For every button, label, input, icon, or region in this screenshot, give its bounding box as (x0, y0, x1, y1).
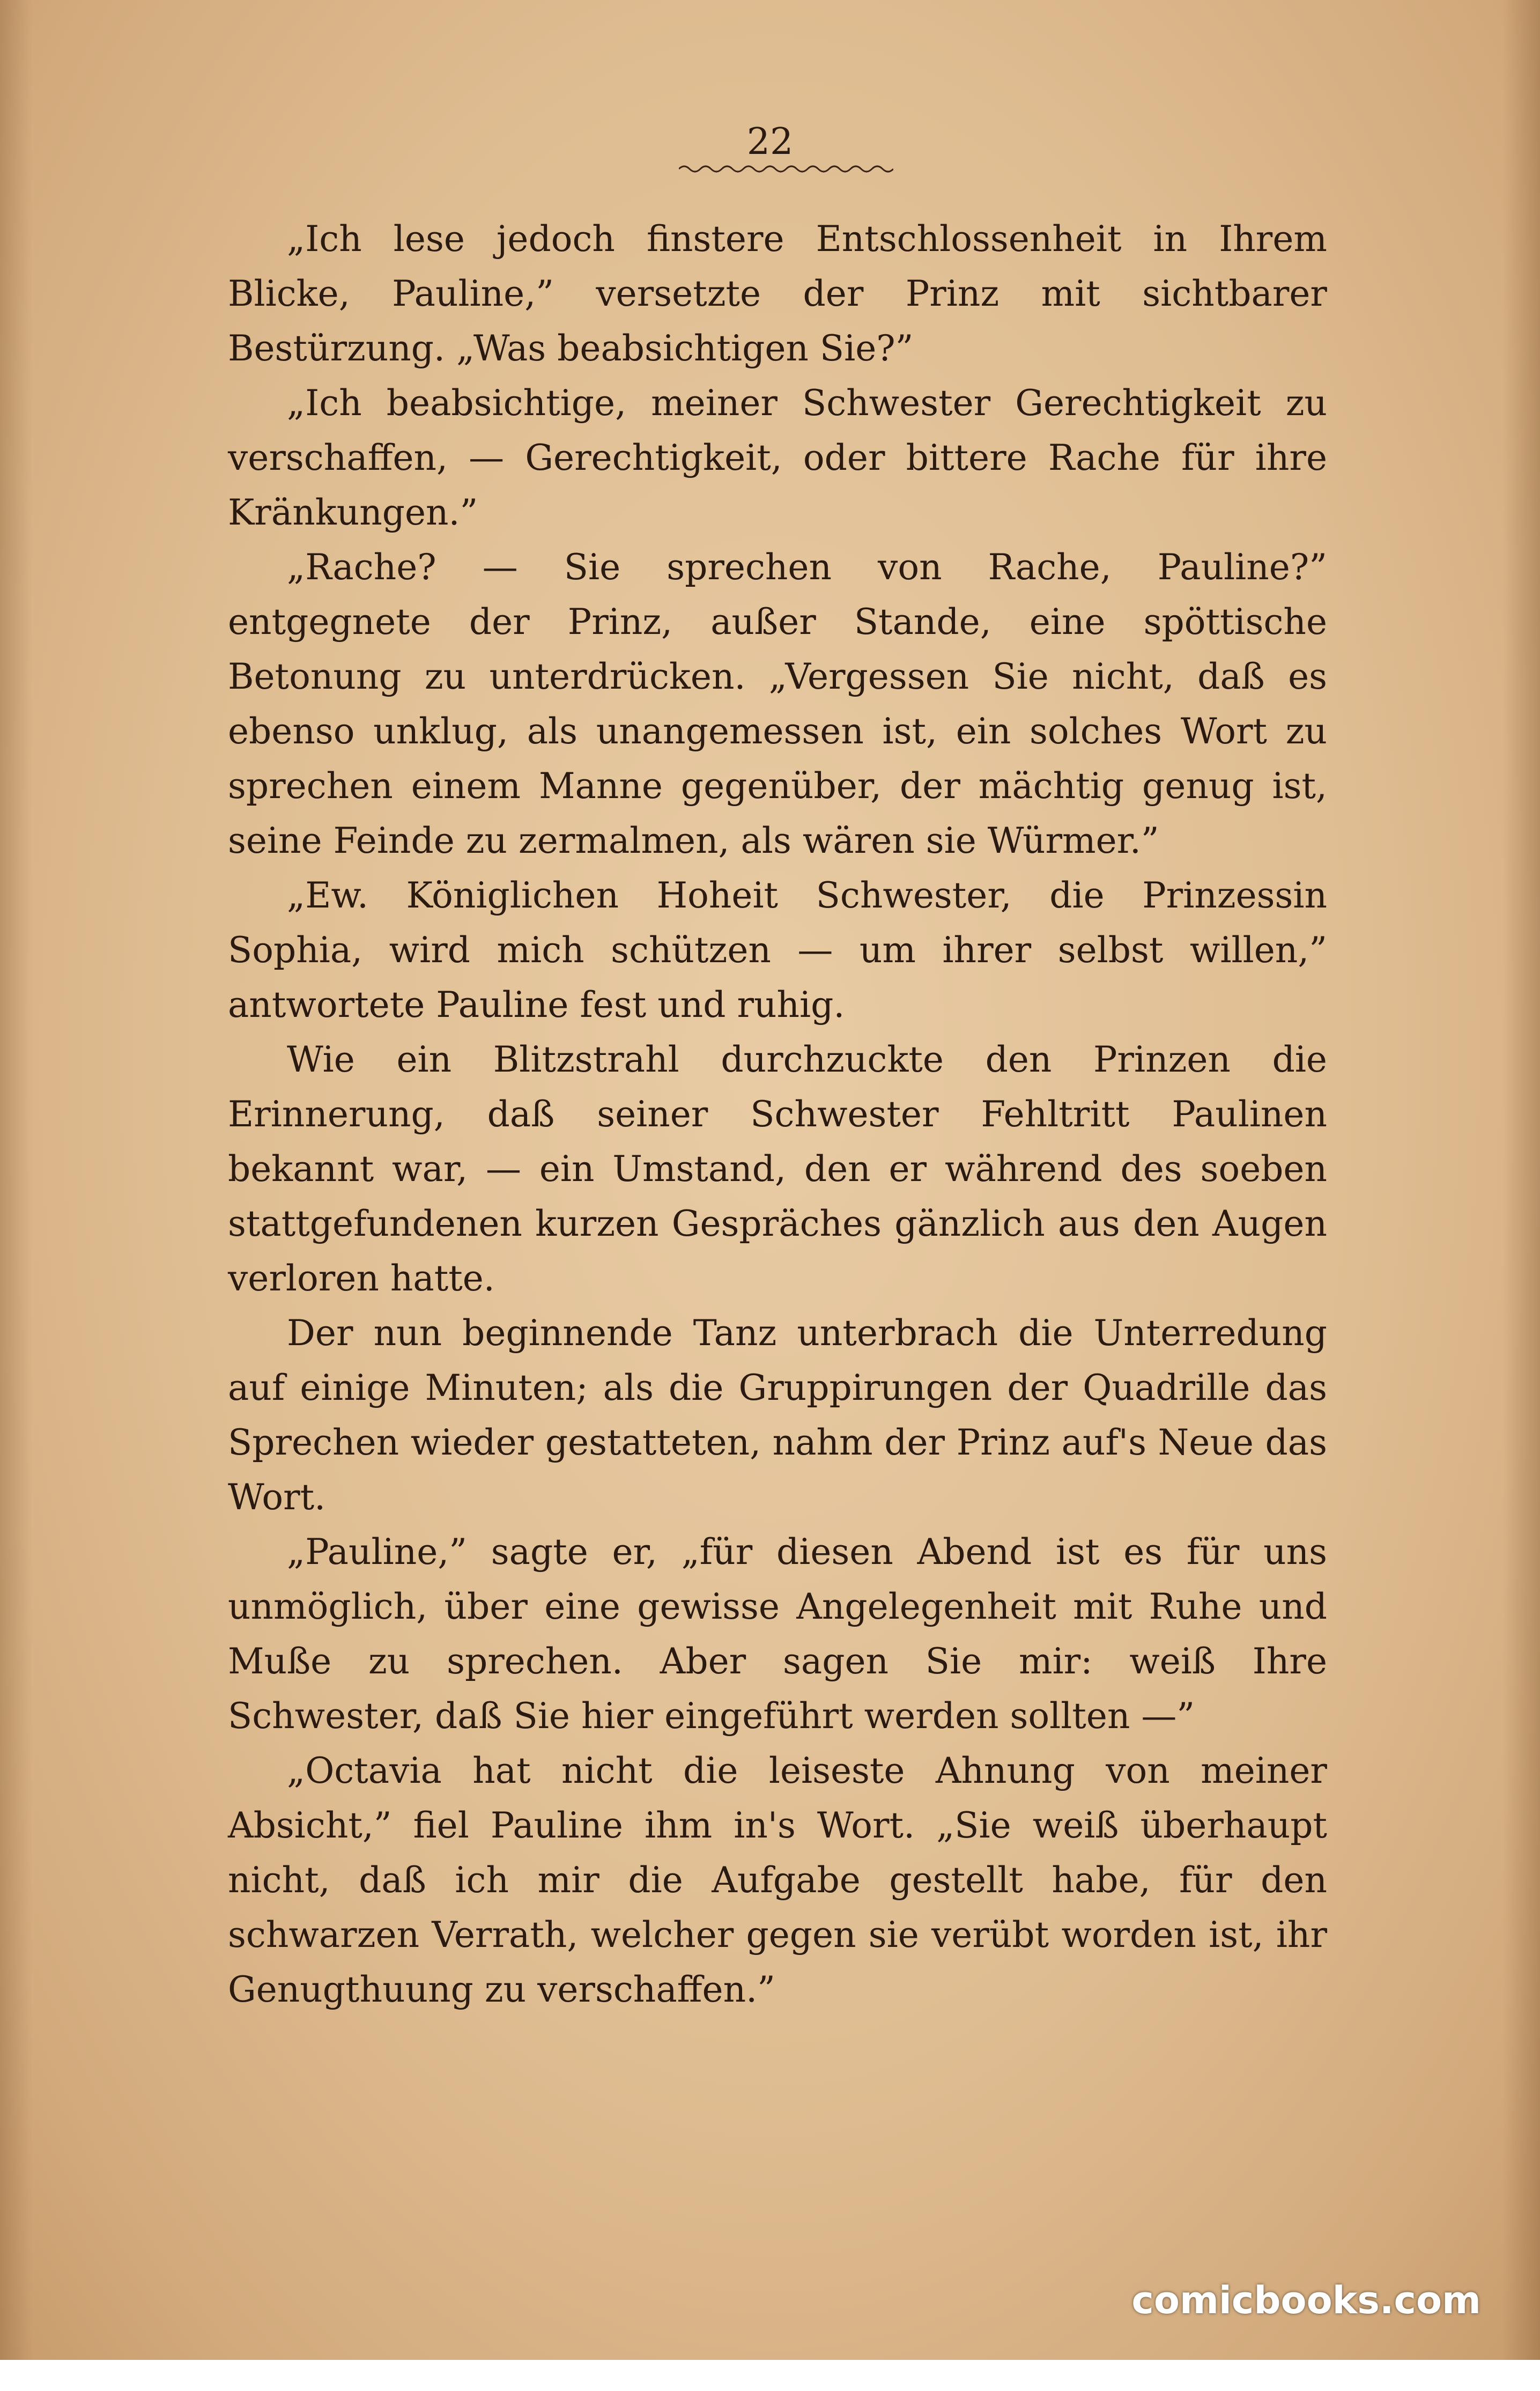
page-edge-shadow-left (0, 0, 32, 2360)
watermark: comicbooks.com (1131, 2278, 1481, 2322)
page-edge-shadow-right (1502, 0, 1540, 2360)
paragraph: „Pauline,” sagte er, „für diesen Abend ist es für uns unmöglich, über eine gewisse Angelegenheit mit Ruhe und Muße zu sprechen. Aber sagen Sie mir: weiß Ihre Schwester, daß Sie hier eingeführt werden sollten —” (228, 1531, 1327, 1737)
ornament-divider (679, 161, 893, 177)
paragraph: „Rache? — Sie sprechen von Rache, Pauline?” entgegnete der Prinz, außer Stande, eine spöttische Betonung zu unterdrücken. „Vergessen Sie nicht, daß es ebenso unklug, als unangemessen ist, ein solches Wort zu sprechen einem Manne gegenüber, der mächtig genug ist, seine Feinde zu zermalmen, als wären sie Würmer.” (228, 547, 1327, 861)
paragraph: „Ich lese jedoch finstere Entschlossenheit in Ihrem Blicke, Pauline,” versetzte der Prinz mit sichtbarer Bestürzung. „Was beabsichtigen Sie?” (228, 218, 1327, 369)
paragraph: „Ich beabsichtige, meiner Schwester Gerechtigkeit zu verschaffen, — Gerechtigkeit, oder bittere Rache für ihre Kränkungen.” (228, 382, 1327, 533)
paragraph: „Octavia hat nicht die leiseste Ahnung von meiner Absicht,” fiel Pauline ihm in's Wort. „Sie weiß überhaupt nicht, daß ich mir die Aufgabe gestellt habe, für den schwarzen Verrath, welcher gegen sie verübt worden ist, ihr Genugthuung zu verschaffen.” (228, 1750, 1327, 2010)
page-number: 22 (746, 121, 794, 163)
paragraph: „Ew. Königlichen Hoheit Schwester, die Prinzessin Sophia, wird mich schützen — um ihrer selbst willen,” antwortete Pauline fest und ruhig. (228, 875, 1327, 1025)
body-text (228, 212, 1327, 2017)
paragraph: Wie ein Blitzstrahl durchzuckte den Prinzen die Erinnerung, daß seiner Schwester Fehltritt Paulinen bekannt war, — ein Umstand, den er während des soeben stattgefundenen kurzen Gespräches gänzlich aus den Augen verloren hatte. (228, 1039, 1327, 1299)
paragraph: Der nun beginnende Tanz unterbrach die Unterredung auf einige Minuten; als die Gruppirungen der Quadrille das Sprechen wieder gestatteten, nahm der Prinz auf's Neue das Wort. (228, 1312, 1327, 1518)
